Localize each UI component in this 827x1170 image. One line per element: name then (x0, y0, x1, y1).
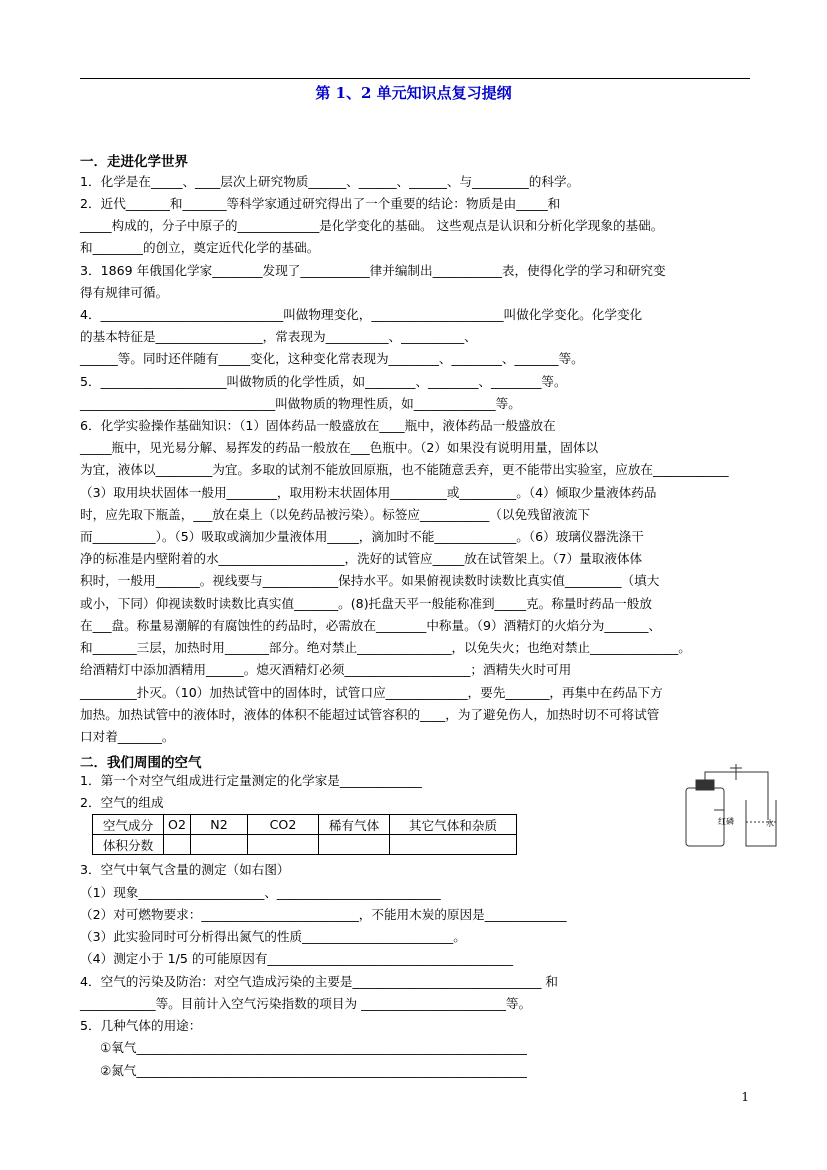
text-line: 2．空气的组成 (80, 795, 164, 810)
text-line: 1．第一个对空气组成进行定量测定的化学家是_____________ (80, 773, 422, 788)
oxygen-measurement-apparatus-figure (678, 760, 778, 850)
stopper (696, 780, 714, 790)
text-line: （3）取用块状固体一般用________，取用粉末状固体用_________或_________。（4）倾取少量液体药品 (80, 485, 657, 500)
figure-label-red-phosphorus: 红磷 (718, 817, 734, 826)
text-line: 或小，下同）仰视读数时读数比真实值_______。(8)托盘天平一般能称准到_____克。称量时药品一般放 (80, 596, 652, 611)
text-line: 和_______三层，加热时用_______部分。绝对禁止_______________，以免失火；也绝对禁止______________。 (80, 640, 691, 655)
table-cell: CO2 (248, 815, 319, 835)
text-line: 4．_____________________________叫做物理变化，_____________________叫做化学变化。化学变化 (80, 307, 643, 322)
figure-label-water: 水 (766, 819, 774, 828)
table-cell: N2 (191, 815, 248, 835)
text-line: 4．空气的污染及防治：对空气造成污染的主要是______________________________ 和 (80, 974, 558, 989)
text-line: 和________的创立，奠定近代化学的基础。 (80, 240, 320, 255)
text-line: 净的标准是内壁附着的水____________________，洗好的试管应_____放在试管架上。（7）量取液体体 (80, 551, 643, 566)
text-line: 5．几种气体的用途： (80, 1018, 202, 1033)
text-line: （4）测定小于 1/5 的可能原因有_______________________________________ (80, 951, 513, 966)
table-cell: 稀有气体 (319, 815, 390, 835)
text-line: _____瓶中，见光易分解、易挥发的药品一般放在___色瓶中。（2）如果没有说明用量，固体以 (80, 440, 599, 455)
text-line: 6．化学实验操作基础知识：（1）固体药品一般盛放在____瓶中，液体药品一般盛放在 (80, 418, 556, 433)
air-composition-table (92, 814, 517, 855)
section-heading-1: 一．走进化学世界 (80, 154, 188, 170)
text-line: 积时，一般用_______。视线要与____________保持水平。如果俯视读数时读数比真实值_________（填大 (80, 573, 660, 588)
table-cell (191, 835, 248, 855)
text-line: 加热。加热试管中的液体时，液体的体积不能超过试管容积的____，为了避免伤人，加热时切不可将试管 (80, 707, 660, 722)
text-line: 而__________）。（5）吸取或滴加少量液体用_____，滴加时不能_____________。（6）玻璃仪器洗涤干 (80, 529, 644, 544)
text-line: 2．近代_______和_______等科学家通过研究得出了一个重要的结论：物质是由_____和 (80, 196, 561, 211)
text-line: 得有规律可循。 (80, 285, 169, 300)
text-line: ____________等。目前计入空气污染指数的项目为 _______________________等。 (80, 996, 532, 1011)
text-line: ②氮气______________________________________________________________ (100, 1063, 527, 1078)
text-line: 3．空气中氧气含量的测定（如右图） (80, 862, 290, 877)
text-line: 1．化学是在_____、____层次上研究物质______、______、______、与_________的科学。 (80, 174, 580, 189)
text-line: 给酒精灯中添加酒精用______。熄灭酒精灯必须____________________；酒精失火时可用 (80, 662, 572, 677)
table-cell (164, 835, 191, 855)
table-cell (319, 835, 390, 855)
page-title: 第 1、2 单元知识点复习提纲 (315, 84, 512, 102)
table-cell: 体积分数 (93, 835, 164, 855)
text-line: （2）对可燃物要求：_________________________，不能用木炭的原因是_____________ (80, 907, 567, 922)
text-line: 3．1869 年俄国化学家________发现了___________律并编制出___________表，使得化学的学习和研究变 (80, 263, 666, 278)
top-rule (80, 78, 750, 79)
text-line: 为宜，液体以_________为宜。多取的试剂不能放回原瓶，也不能随意丢弃，更不能带出实验室，应放在____________ (80, 462, 729, 477)
text-line: 口对着_______。 (80, 729, 175, 744)
text-line: ______等。同时还伴随有_____变化，这种变化常表现为________、________、_______等。 (80, 351, 584, 366)
text-line: 5．____________________叫做物质的化学性质，如________、________、________等。 (80, 374, 567, 389)
text-line: 的基本特征是_________________，常表现为__________、__________、 (80, 329, 477, 344)
table-cell: 其它气体和杂质 (390, 815, 517, 835)
table-cell (390, 835, 517, 855)
section-heading-2: 二．我们周围的空气 (80, 755, 202, 771)
text-line: 在___盘。称量易潮解的有腐蚀性的药品时，必需放在________中称量。（9）酒精灯的火焰分为_______、 (80, 618, 662, 633)
table-cell: O2 (164, 815, 191, 835)
text-line: _______________________________叫做物质的物理性质，如_____________等。 (80, 396, 521, 411)
table-cell: 空气成分 (93, 815, 164, 835)
text-line: 时，应先取下瓶盖，___放在桌上（以免药品被污染）。标签应___________（以免残留液流下 (80, 507, 591, 522)
table-cell (248, 835, 319, 855)
text-line: （3）此实验同时可分析得出氮气的性质________________________。 (80, 929, 466, 944)
page-number: 1 (741, 1090, 749, 1104)
text-line: ①氧气______________________________________________________________ (100, 1040, 527, 1055)
text-line: _____构成的，分子中原子的_____________是化学变化的基础。 这些观点是认识和分析化学现象的基础。 (80, 218, 664, 233)
text-line: _________扑灭。（10）加热试管中的固体时，试管口应_____________，要先_______，再集中在药品下方 (80, 685, 663, 700)
text-line: （1）现象____________________、__________________________ (80, 885, 441, 900)
